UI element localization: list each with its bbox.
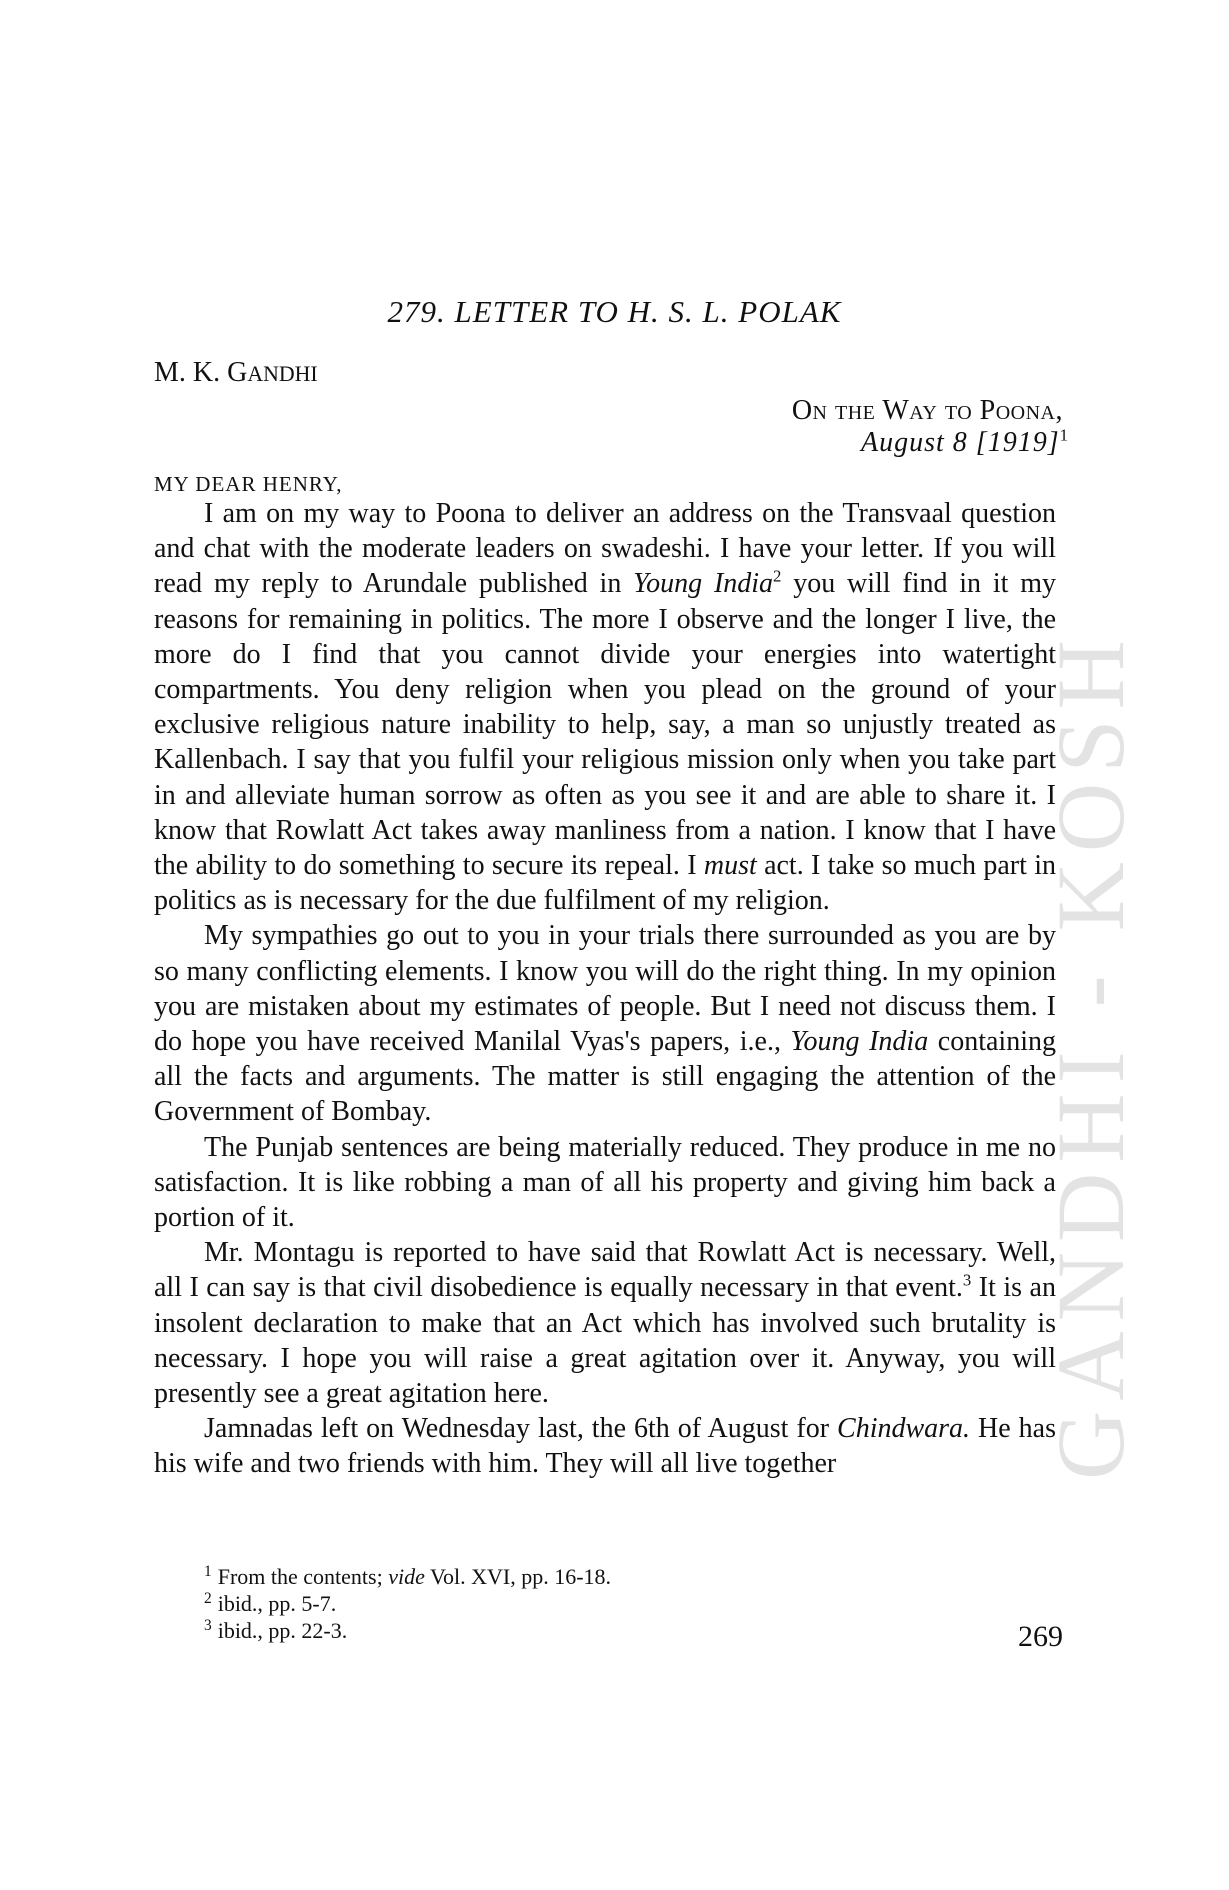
salutation: MY DEAR HENRY,: [154, 472, 343, 496]
footnote-ref-1: 1: [1059, 425, 1069, 445]
dateline-date-text: August 8 [1919]: [861, 427, 1060, 458]
paragraph-2: [154, 918, 1056, 1129]
page-number: 269: [1018, 1620, 1063, 1653]
paragraph-1-italic-young-india: Young India: [633, 568, 774, 600]
paragraph-5-text-a: Jamnadas left on Wednesday last, the 6th of August for: [204, 1413, 838, 1445]
footnote-1-italic: vide: [388, 1564, 425, 1589]
watermark: GANDHI - KOSH: [1037, 630, 1144, 1480]
paragraph-4: [154, 1235, 1056, 1411]
footnote-1: [154, 1563, 1054, 1590]
paragraph-4-text-a: Mr. Montagu is reported to have said that Rowlatt Act is necessary. Well, all I can say is that civil disobedience is equally necessary in that event.: [154, 1237, 1056, 1304]
paragraph-1-text-b: you will find in it my reasons for remaining in politics. The more I observe and the longer I live, the more do I find that you cannot divide your energies into watertight compartments. You deny religion when you plead on the ground of your exclusive religious nature inability to help, say, a man so unjustly treated as Kallenbach. I say that you fulfil your religious mission only when you take part in and alleviate human sorrow as often as you see it and are able to share it. I know that Rowlatt Act takes away manliness from a nation. I know that I have the ability to do something to secure its repeal. I: [154, 568, 1056, 882]
document-title: 279. LETTER TO H. S. L. POLAK: [387, 294, 842, 329]
paragraph-5-italic-chindwara: Chindwara.: [837, 1413, 971, 1445]
footnote-1-text-a: From the contents;: [217, 1564, 389, 1589]
footnote-2-text: ibid., pp. 5-7.: [217, 1591, 337, 1616]
paragraph-2-text-a: My sympathies go out to you in your trials there surrounded as you are by so many conflicting elements. I know you will do the right thing. In my opinion you are mistaken about my estimates of people. But I need not discuss them. I do hope you have received Manilal Vyas's papers, i.e.,: [154, 920, 1056, 1058]
paragraph-5-text-b: He has his wife and two friends with him. They will all live together: [154, 1413, 1056, 1480]
paragraph-4-text-b: It is an insolent declaration to make that an Act which has involved such brutality is necessary. I hope you will raise a great agitation over it. Anyway, you will presently see a great agitation here.: [154, 1272, 1056, 1410]
paragraph-5: [154, 1411, 1056, 1481]
paragraph-1-text-a: I am on my way to Poona to deliver an address on the Transvaal question and chat with the moderate leaders on swadeshi. I have your letter. If you will read my reply to Arundale published in: [154, 498, 1056, 600]
paragraph-1-italic-must: must: [703, 850, 757, 882]
footnote-ref-2: 2: [773, 567, 782, 587]
footnote-3: [154, 1617, 1054, 1644]
dateline-date: [861, 427, 1069, 459]
paragraph-2-italic-young-india: Young India: [790, 1026, 929, 1058]
letter-body: [154, 496, 1056, 1482]
dateline-place: On the Way to Poona,: [791, 395, 1063, 426]
previous-signature-rest: ANDHI: [247, 362, 318, 386]
footnote-2: [154, 1590, 1054, 1617]
footnote-3-text: ibid., pp. 22-3.: [217, 1618, 348, 1643]
paragraph-1-text-c: act. I take so much part in politics as is necessary for the due fulfilment of my religion.: [154, 850, 1056, 917]
footnote-1-mark: 1: [204, 1562, 212, 1580]
footnote-3-mark: 3: [204, 1616, 212, 1634]
paragraph-1: [154, 496, 1056, 918]
footnote-1-text-b: Vol. XVI, pp. 16-18.: [424, 1564, 612, 1589]
footnotes: [154, 1563, 1054, 1644]
previous-signature: [154, 357, 318, 389]
previous-signature-initials: M. K. G: [154, 357, 248, 388]
footnote-2-mark: 2: [204, 1589, 212, 1607]
paragraph-2-text-b: containing all the facts and arguments. The matter is still engaging the attention of the Government of Bombay.: [154, 1026, 1056, 1128]
paragraph-3: The Punjab sentences are being materially reduced. They produce in me no satisfaction. It is like robbing a man of all his property and giving him back a portion of it.: [154, 1131, 1056, 1234]
footnote-ref-3: 3: [962, 1271, 972, 1291]
